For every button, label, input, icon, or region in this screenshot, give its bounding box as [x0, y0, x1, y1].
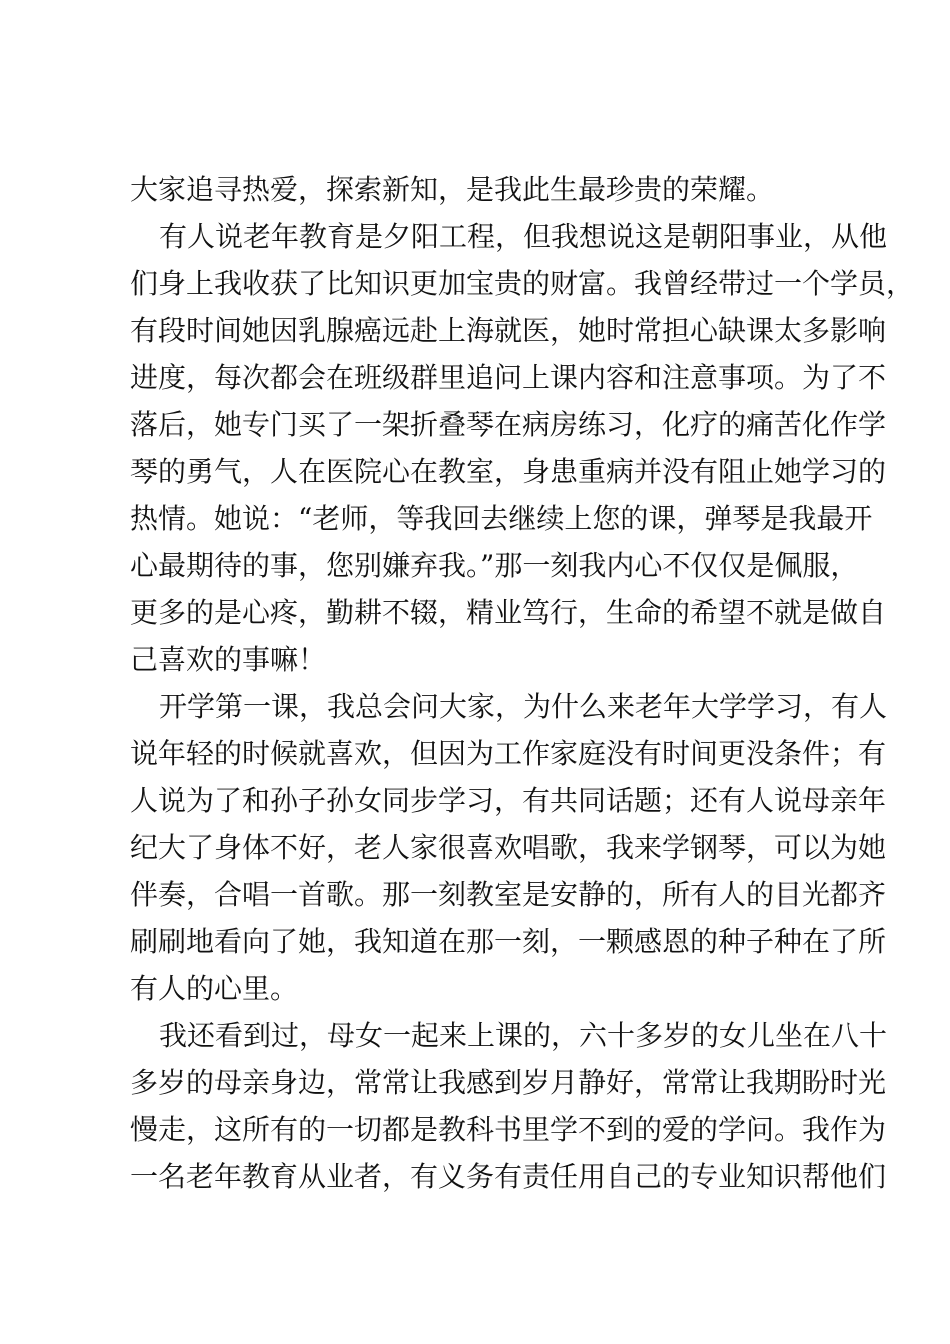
text-line: 说年轻的时候就喜欢，但因为工作家庭没有时间更没条件；有 — [130, 737, 887, 770]
text-line: 琴的勇气，人在医院心在教室，身患重病并没有阻止她学习的 — [130, 455, 887, 488]
document-body — [130, 166, 915, 1200]
text-line: 己喜欢的事嘛！ — [130, 643, 327, 676]
text-line: 们身上我收获了比知识更加宝贵的财富。我曾经带过一个学员， — [130, 267, 915, 300]
text-line: 伴奏，合唱一首歌。那一刻教室是安静的，所有人的目光都齐 — [130, 878, 887, 911]
text-line: 落后，她专门买了一架折叠琴在病房练习，化疗的痛苦化作学 — [130, 408, 887, 441]
text-line: 热情。她说：“老师，等我回去继续上您的课，弹琴是我最开 — [130, 502, 873, 535]
text-line: 开学第一课，我总会问大家，为什么来老年大学学习，有人 — [159, 690, 888, 723]
text-line: 纪大了身体不好，老人家很喜欢唱歌，我来学钢琴，可以为她 — [130, 831, 887, 864]
text-line: 有段时间她因乳腺癌远赴上海就医，她时常担心缺课太多影响 — [130, 314, 887, 347]
text-line: 多岁的母亲身边，常常让我感到岁月静好，常常让我期盼时光 — [130, 1066, 887, 1099]
text-line: 一名老年教育从业者，有义务有责任用自己的专业知识帮他们 — [130, 1160, 887, 1193]
text-line: 人说为了和孙子孙女同步学习，有共同话题；还有人说母亲年 — [130, 784, 887, 817]
text-line: 更多的是心疼，勤耕不辍，精业笃行，生命的希望不就是做自 — [130, 596, 887, 629]
text-line: 心最期待的事，您别嫌弃我。”那一刻我内心不仅仅是佩服， — [130, 549, 859, 582]
text-line: 有人的心里。 — [130, 972, 299, 1005]
text-line: 有人说老年教育是夕阳工程，但我想说这是朝阳事业，从他 — [159, 220, 888, 253]
text-line: 我还看到过，母女一起来上课的，六十多岁的女儿坐在八十 — [159, 1019, 888, 1052]
text-line: 大家追寻热爱，探索新知，是我此生最珍贵的荣耀。 — [130, 173, 775, 206]
text-line: 慢走，这所有的一切都是教科书里学不到的爱的学问。我作为 — [130, 1113, 887, 1146]
text-line: 刷刷地看向了她，我知道在那一刻，一颗感恩的种子种在了所 — [130, 925, 887, 958]
text-line: 进度，每次都会在班级群里追问上课内容和注意事项。为了不 — [130, 361, 887, 394]
